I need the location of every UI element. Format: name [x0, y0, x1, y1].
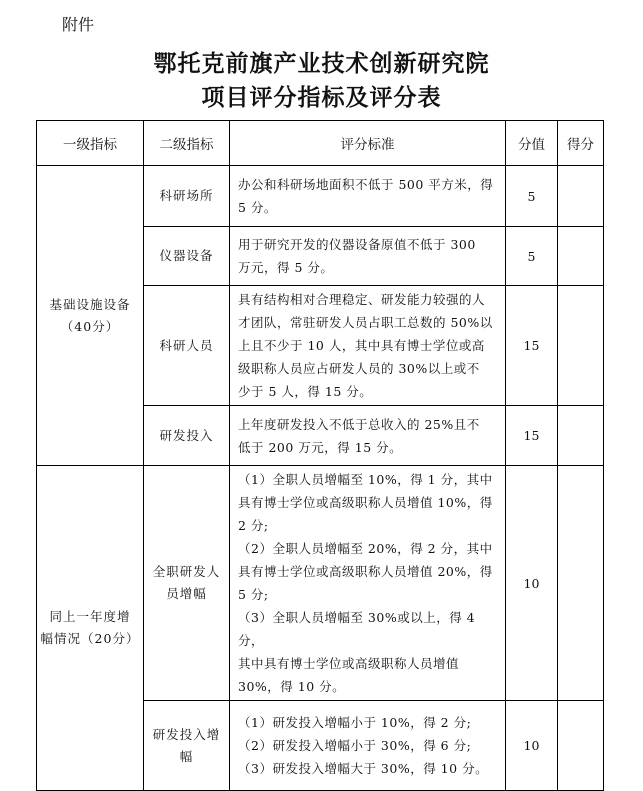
column-header-criteria: 评分标准	[230, 121, 506, 166]
criteria-line: 低于 200 万元，得 15 分。	[238, 439, 403, 455]
score-cell: 15	[506, 406, 558, 466]
level1-cell-infrastructure	[37, 166, 144, 466]
criteria-line: 具有博士学位或高级职称人员增值 10%，得	[238, 495, 493, 510]
document-title: 鄂托克前旗产业技术创新研究院	[153, 51, 490, 77]
score-cell: 15	[506, 286, 558, 406]
criteria-cell	[230, 406, 506, 466]
criteria-line: （3）全职人员增幅至 30%或以上，得 4 分，	[238, 610, 476, 648]
result-cell[interactable]	[558, 406, 604, 466]
criteria-line: 级职称人员应占研发人员的 30%以上或不	[238, 361, 480, 376]
criteria-line: （2）研发投入增幅小于 30%，得 6 分;	[238, 738, 472, 753]
criteria-line: （2）全职人员增幅至 20%，得 2 分，其中	[238, 541, 493, 556]
table-row	[37, 466, 604, 701]
criteria-line: 万元，得 5 分。	[238, 260, 334, 275]
result-cell[interactable]	[558, 166, 604, 227]
criteria-line: 办公和科研场地面积不低于 500 平方米，得	[238, 177, 494, 192]
result-cell[interactable]	[558, 227, 604, 286]
level1-label: 同上一年度增	[49, 609, 131, 624]
level1-points: （40分）	[60, 318, 120, 334]
level2-cell: 科研人员	[144, 286, 230, 406]
level2-label-line2: 员增幅	[166, 586, 207, 601]
criteria-line: 少于 5 人，得 15 分。	[238, 384, 373, 399]
criteria-cell	[230, 286, 506, 406]
level2-cell: 仪器设备	[144, 227, 230, 286]
criteria-line: （1）研发投入增幅小于 10%，得 2 分;	[238, 715, 472, 730]
score-cell: 5	[506, 227, 558, 286]
column-header-score: 分值	[506, 121, 558, 166]
score-cell: 10	[506, 701, 558, 791]
result-cell[interactable]	[558, 286, 604, 406]
criteria-cell	[230, 701, 506, 791]
level2-cell	[144, 466, 230, 701]
criteria-line: 2 分;	[238, 518, 269, 533]
criteria-line: 上且不少于 10 人，其中具有博士学位或高	[238, 338, 485, 353]
level1-cell-growth	[37, 466, 144, 791]
result-cell[interactable]	[558, 701, 604, 791]
column-header-result: 得分	[558, 121, 604, 166]
criteria-line: 才团队，常驻研发人员占职工总数的 50%以	[238, 315, 493, 330]
criteria-cell	[230, 466, 506, 701]
scoring-table	[36, 120, 604, 791]
criteria-cell	[230, 227, 506, 286]
result-cell[interactable]	[558, 466, 604, 701]
criteria-line: （3）研发投入增幅大于 30%，得 10 分。	[238, 761, 489, 776]
criteria-line: 具有博士学位或高级职称人员增值 20%，得	[238, 564, 493, 579]
table-row	[37, 166, 604, 227]
column-header-level2: 二级指标	[144, 121, 230, 166]
level2-label: 研发投入增	[152, 726, 221, 742]
criteria-line: 用于研究开发的仪器设备原值不低于 300	[238, 237, 476, 252]
attachment-label: 附件	[62, 15, 95, 34]
score-cell: 10	[506, 466, 558, 701]
criteria-line: （1）全职人员增幅至 10%，得 1 分，其中	[238, 472, 493, 487]
score-cell: 5	[506, 166, 558, 227]
criteria-line: 具有结构相对合理稳定、研发能力较强的人	[238, 292, 486, 307]
level2-label: 全职研发人	[152, 564, 221, 579]
criteria-line: 上年度研发投入不低于总收入的 25%且不	[238, 416, 480, 432]
document-subtitle: 项目评分指标及评分表	[201, 85, 442, 111]
level1-label: 基础设施设备	[49, 296, 131, 312]
level1-label-line2: 幅情况（20分）	[40, 631, 140, 646]
column-header-level1: 一级指标	[37, 121, 144, 166]
criteria-cell	[230, 166, 506, 227]
criteria-line: 5 分。	[238, 200, 277, 215]
criteria-line: 其中具有博士学位或高级职称人员增值	[238, 656, 460, 671]
level2-cell	[144, 701, 230, 791]
criteria-line: 5 分;	[238, 587, 269, 602]
table-header-row	[37, 121, 604, 166]
criteria-line: 30%，得 10 分。	[238, 679, 346, 694]
level2-cell: 研发投入	[144, 406, 230, 466]
level2-cell: 科研场所	[144, 166, 230, 227]
level2-label-line2: 幅	[179, 748, 194, 764]
